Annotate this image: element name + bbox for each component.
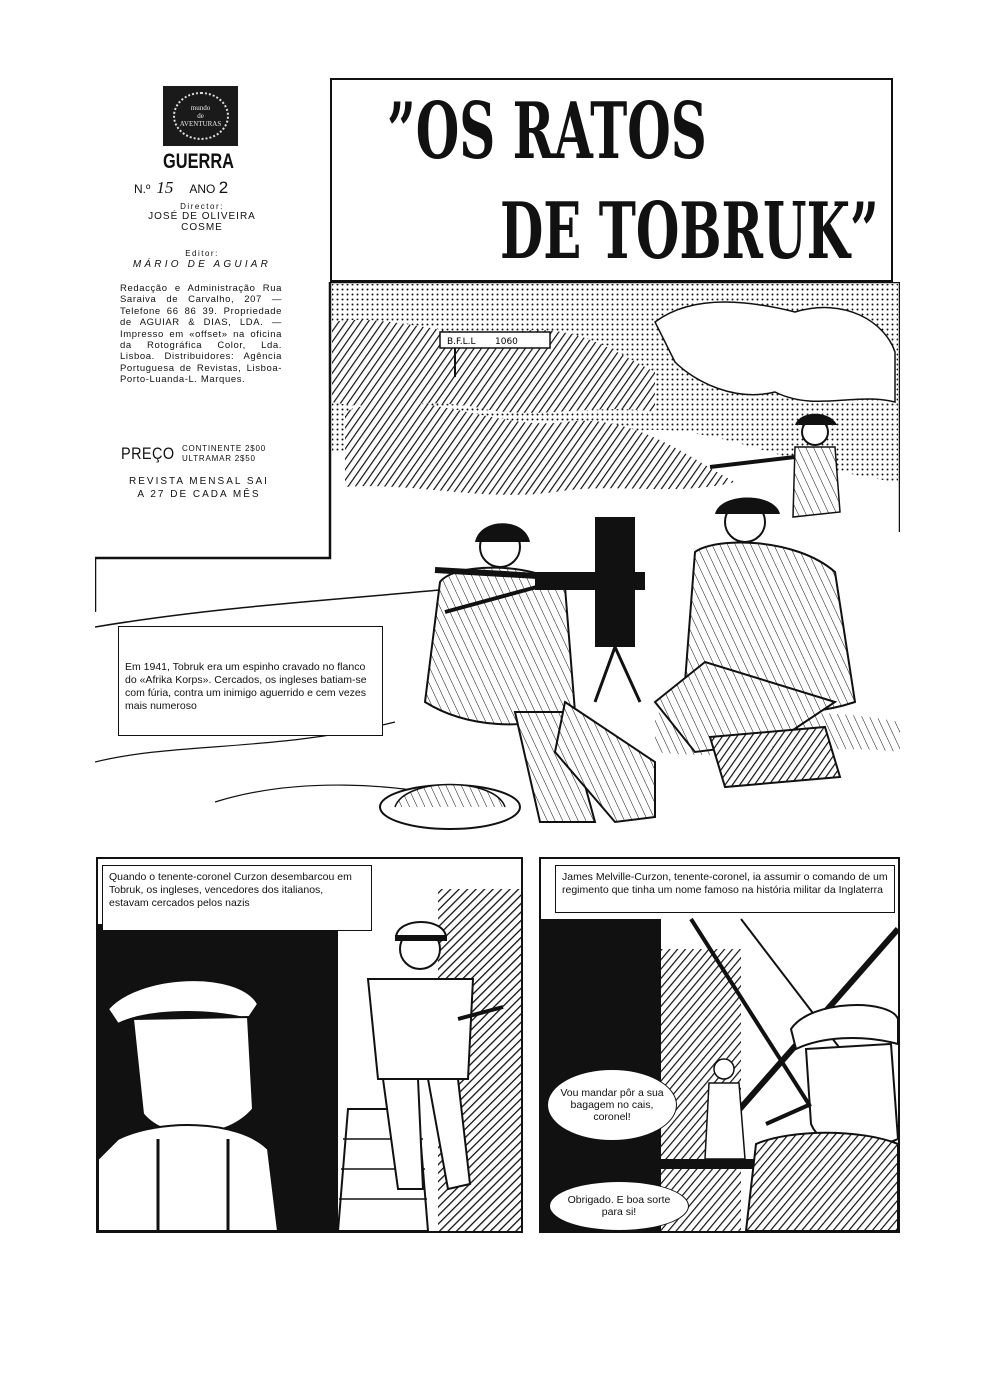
arrival-caption: Quando o tenente-coronel Curzon desembarcou em Tobruk, os ingleses, vencedores dos italianos, estavam cercados pelos nazis <box>102 865 372 931</box>
year-number: 2 <box>218 178 229 197</box>
director-label: Director: <box>180 202 224 211</box>
battle-caption: Em 1941, Tobruk era um espinho cravado no flanco do «Afrika Korps». Cercados, os ingleses batiam-se com fúria, contra um inimigo aguerrido e cem vezes mais numeroso <box>118 626 383 736</box>
publication-frequency: REVISTA MENSAL SAI A 27 DE CADA MÊS <box>129 476 269 500</box>
director-name: JOSÉ DE OLIVEIRA COSME <box>148 211 256 233</box>
title-line-1: ”OS RATOS <box>387 86 707 177</box>
arrival-panel <box>96 857 523 1233</box>
price-row-overseas: ULTRAMAR 2$50 <box>181 454 256 463</box>
price-label: PREÇO <box>121 444 175 463</box>
editor-name: MÁRIO DE AGUIAR <box>132 259 272 270</box>
battle-scene-panel <box>95 282 900 842</box>
title-panel <box>330 78 893 282</box>
series-name: GUERRA <box>163 150 234 173</box>
year-label: ANO <box>189 182 216 196</box>
sign-text-2: 1060 <box>495 337 518 347</box>
speech-bubble-curzon: Obrigado. E boa sorte para si! <box>549 1181 689 1231</box>
ship-deck-art <box>541 859 898 1231</box>
publisher-logo <box>163 86 238 146</box>
speech-bubble-sailor: Vou mandar pôr a sua bagagem no cais, coronel! <box>547 1069 677 1141</box>
ship-deck-panel <box>539 857 900 1233</box>
price-row-continent: CONTINENTE 2$00 <box>181 444 266 453</box>
title-line-2: DE TOBRUK” <box>500 186 879 277</box>
regiment-caption: James Melville-Curzon, tenente-coronel, ia assumir o comando de um regimento que tinha um nome famoso na história militar da Inglaterra <box>555 865 895 913</box>
logo-line-1: mundo <box>190 104 211 112</box>
editor-label: Editor: <box>185 249 219 258</box>
issue-prefix: N.º <box>134 182 151 196</box>
logo-line-2: de <box>197 112 204 120</box>
logo-line-3: AVENTURAS <box>179 120 222 128</box>
imprint-text: Redacção e Administração Rua Saraiva de Carvalho, 207 — Telefone 66 86 39. Propriedade de AGUIAR & DIAS, LDA. — Impresso em «offset» na oficina da Rotográfica Color, Lda. Lisboa. Distribuidores: Agência Portuguesa de Revistas, Lisboa-Porto-Luanda-L. Marques. <box>120 283 282 386</box>
battle-scene-art <box>95 282 900 842</box>
sign-text-1: B.F.L.L <box>447 337 476 347</box>
issue-number: 15 <box>156 178 174 197</box>
logo-emblem <box>173 92 229 140</box>
issue-line <box>134 178 228 198</box>
